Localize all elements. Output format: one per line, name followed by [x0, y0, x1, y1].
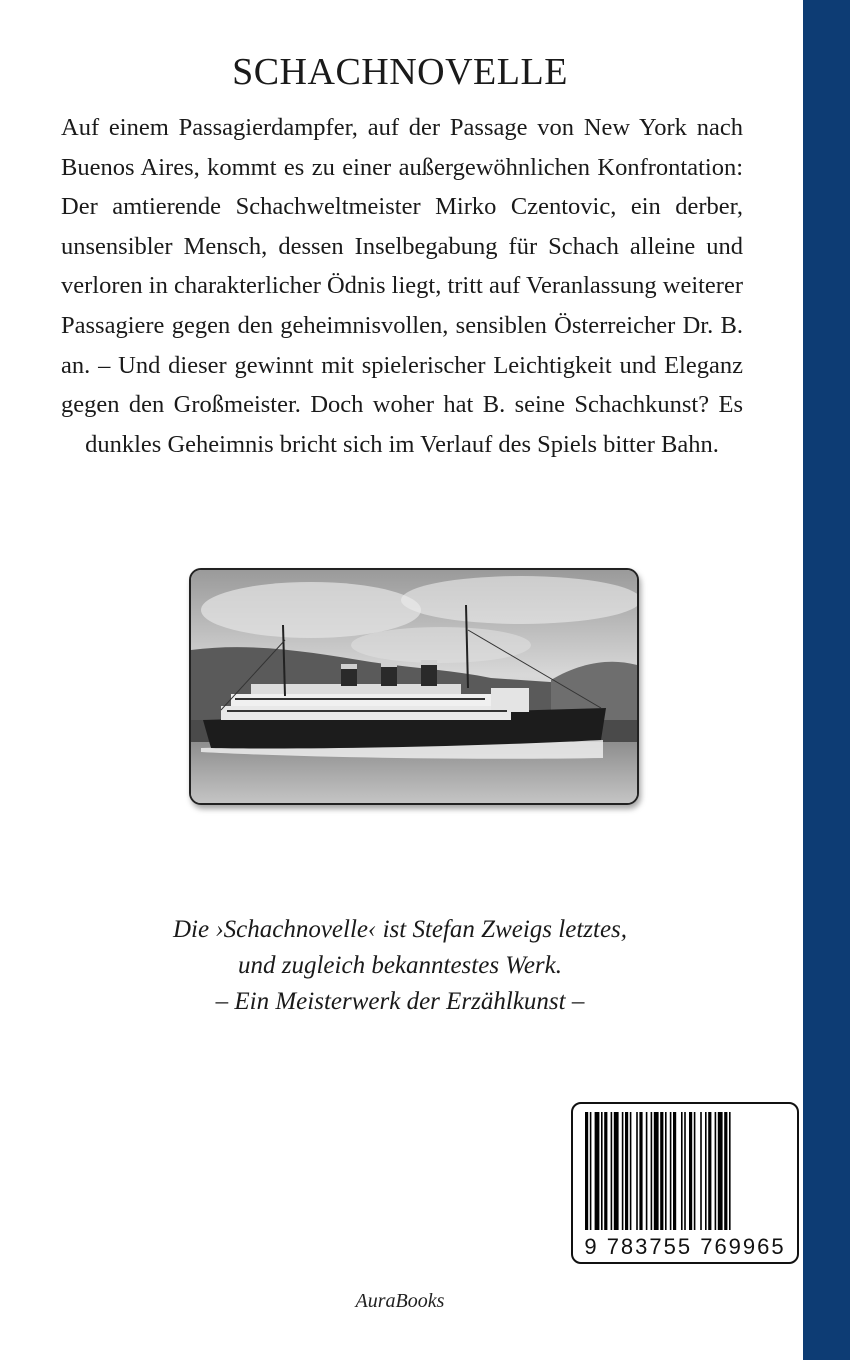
spine-color-strip: [803, 0, 850, 1360]
barcode-bars: [583, 1112, 787, 1230]
blurb-text: Auf einem Passagierdampfer, auf der Passage von New York nach Buenos Aires, kommt es zu einer außergewöhnlichen Konfrontation: Der amtierende Schachweltmeister Mirko Czentovic, ein derber, unsensibler Mensch, dessen Inselbegabung für Schach alleine und verloren in charakterlicher Ödnis liegt, tritt auf Veranlassung weiterer Passagiere gegen den geheimnisvollen, sensiblen Österreicher Dr. B. an. – Und dieser gewinnt mit spielerischer Leichtigkeit und Eleganz gegen den Großmeister. Doch woher hat B. seine Schachkunst? Es dunkles Geheimnis bricht sich im Verlauf des Spiels bitter Bahn.: [61, 114, 743, 458]
book-title: SCHACHNOVELLE: [232, 51, 568, 93]
quote-line: und zugleich bekanntestes Werk.: [238, 952, 562, 979]
publisher-logo: AuraBooks: [355, 1290, 445, 1312]
ship-illustration: [191, 570, 637, 803]
quote-line: Die ›Schachnovelle‹ ist Stefan Zweigs letztes,: [172, 916, 628, 943]
isbn-number: 9 783755 769965: [584, 1234, 786, 1259]
ship-photo: [189, 568, 639, 805]
quote-line: – Ein Meisterwerk der Erzählkunst –: [215, 988, 585, 1015]
isbn-barcode: [571, 1102, 799, 1264]
tagline-quote: [0, 912, 800, 1020]
